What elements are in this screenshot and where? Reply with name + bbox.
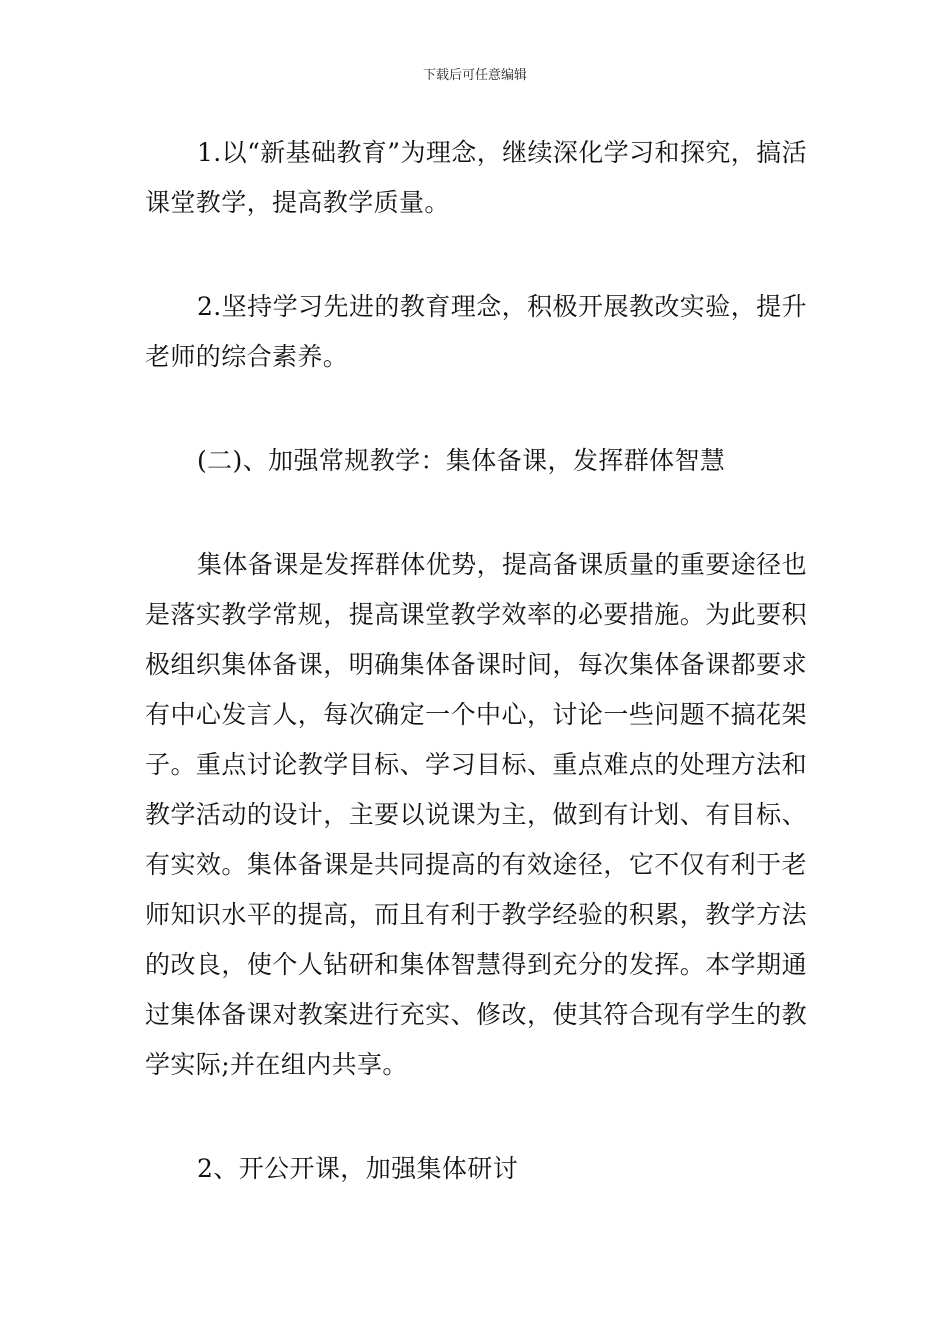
- paragraph-gap: [145, 1090, 807, 1144]
- document-body: [145, 128, 807, 1194]
- page-header: 下载后可任意编辑: [422, 68, 527, 83]
- paragraph-gap: [145, 486, 807, 540]
- paragraph-gap: [145, 228, 807, 282]
- paragraph-1: 1.以“新基础教育”为理念，继续深化学习和探究，搞活课堂教学，提高教学质量。: [145, 138, 807, 217]
- section-heading: (二)、加强常规教学：集体备课，发挥群体智慧: [197, 446, 726, 475]
- paragraph-2: 2.坚持学习先进的教育理念，积极开展教改实验，提升老师的综合素养。: [145, 292, 807, 371]
- paragraph-5: 2、开公开课，加强集体研讨: [197, 1154, 519, 1183]
- paragraph-gap: [145, 382, 807, 436]
- paragraph-4: 集体备课是发挥群体优势，提高备课质量的重要途径也是落实教学常规，提高课堂教学效率的必要措施。为此要积极组织集体备课，明确集体备课时间，每次集体备课都要求有中心发言人，每次确定一个中心，讨论一些问题不搞花架子。重点讨论教学目标、学习目标、重点难点的处理方法和教学活动的设计，主要以说课为主，做到有计划、有目标、有实效。集体备课是共同提高的有效途径，它不仅有利于老师知识水平的提高，而且有利于教学经验的积累，教学方法的改良，使个人钻研和集体智慧得到充分的发挥。本学期通过集体备课对教案进行充实、修改，使其符合现有学生的教学实际;并在组内共享。: [145, 550, 807, 1079]
